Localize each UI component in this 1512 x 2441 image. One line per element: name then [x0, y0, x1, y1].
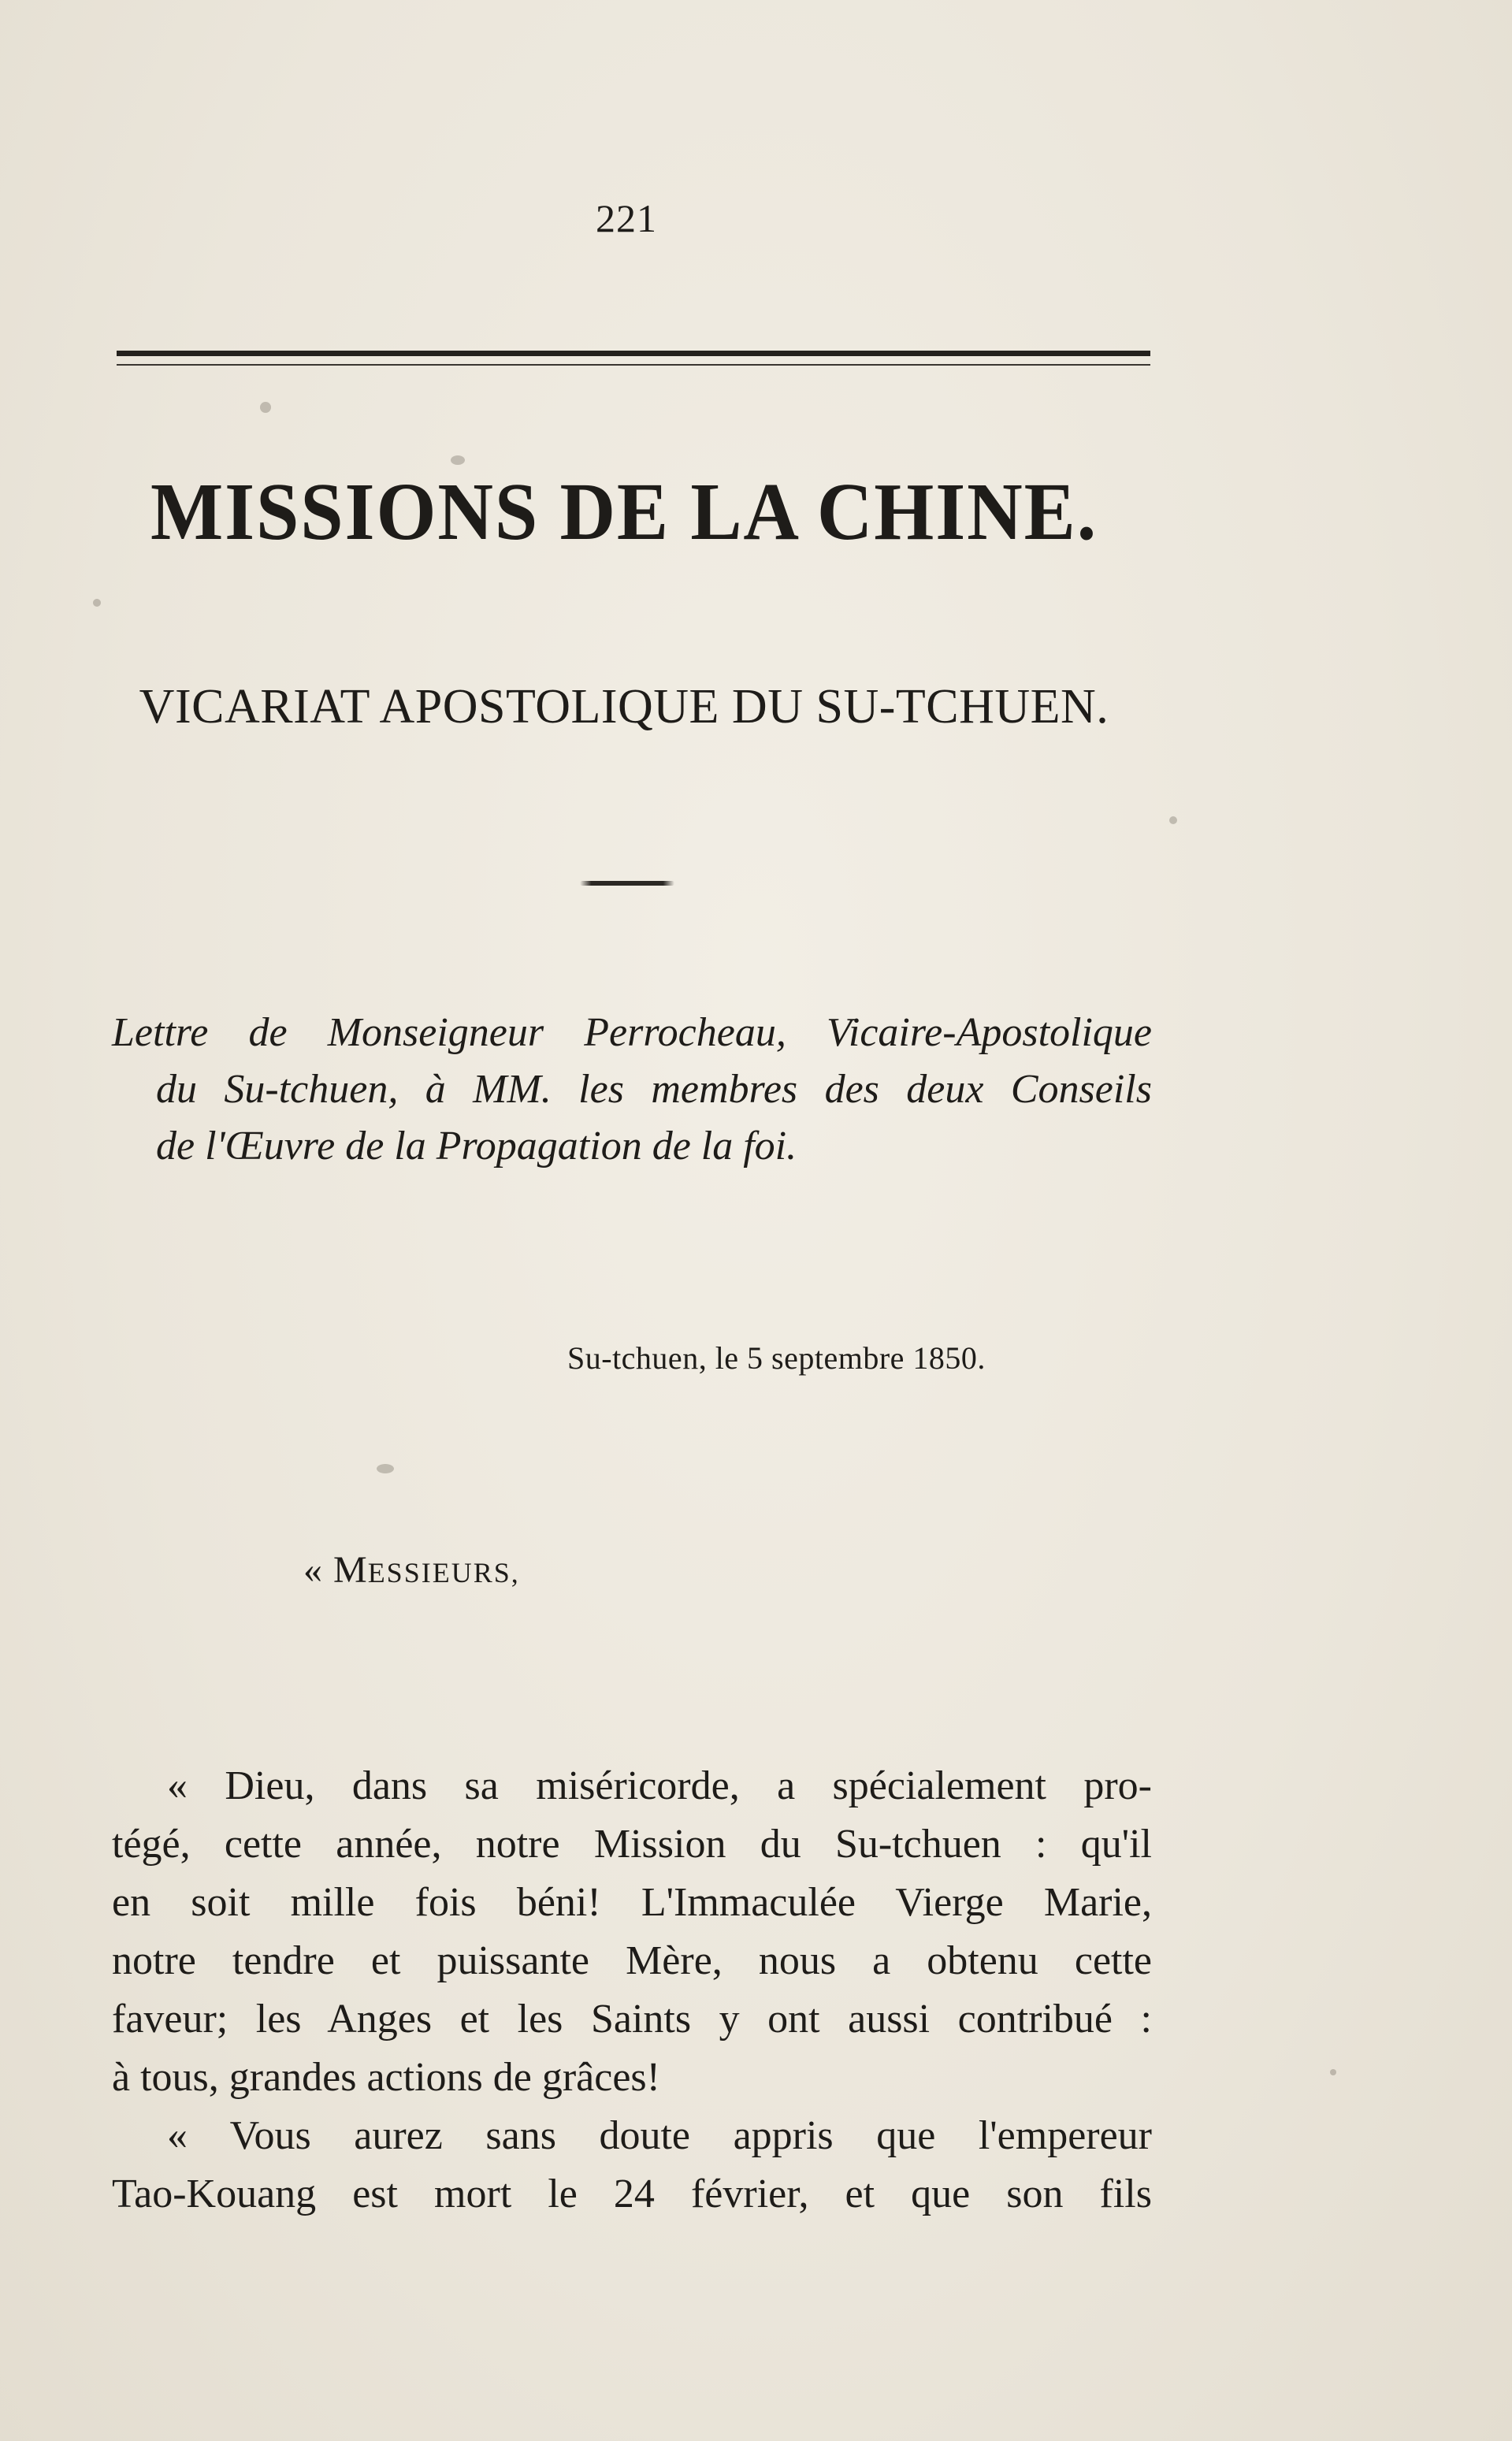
dateline: Su-tchuen, le 5 septembre 1850. [567, 1340, 986, 1376]
paper-speck [1169, 816, 1177, 824]
header-rule-thin [117, 364, 1150, 366]
letter-heading-line: Lettre de Monseigneur Perrocheau, Vicaire-Apostolique [112, 1010, 1152, 1055]
body-line: en soit mille fois béni! L'Immaculée Vierge Marie, [112, 1880, 1152, 1925]
letter-heading-line: de l'Œuvre de la Propagation de la foi. [156, 1124, 797, 1168]
main-title: MISSIONS DE LA CHINE. [150, 466, 1098, 557]
paper-speck [1330, 2069, 1336, 2075]
salutation-rest: ESSIEURS, [367, 1557, 520, 1588]
page-number: 221 [596, 196, 657, 240]
salutation [303, 1548, 520, 1592]
body-line: Tao-Kouang est mort le 24 février, et que son fils [112, 2172, 1152, 2216]
body-line: notre tendre et puissante Mère, nous a obtenu cette [112, 1938, 1152, 1983]
paper-speck [451, 455, 465, 465]
body-line: faveur; les Anges et les Saints y ont aussi contribué : [112, 1997, 1152, 2042]
body-line: « Dieu, dans sa miséricorde, a spécialement pro- [167, 1763, 1152, 1808]
ornament-divider [580, 881, 674, 886]
paper-speck [260, 402, 271, 413]
subtitle: VICARIAT APOSTOLIQUE DU SU-TCHUEN. [139, 680, 1109, 734]
salutation-initial: M [333, 1549, 368, 1591]
header-rule-thick [117, 351, 1150, 356]
body-line: à tous, grandes actions de grâces! [112, 2055, 660, 2100]
paper-speck [377, 1464, 394, 1473]
paper-speck [93, 599, 101, 607]
body-text [112, 1757, 1152, 2224]
letter-heading-line: du Su-tchuen, à MM. les membres des deux Conseils [156, 1067, 1152, 1112]
body-line: tégé, cette année, notre Mission du Su-tchuen : qu'il [112, 1822, 1152, 1867]
letter-heading [112, 1005, 1152, 1175]
body-line: « Vous aurez sans doute appris que l'empereur [167, 2113, 1152, 2158]
salutation-quote: « [303, 1549, 323, 1591]
